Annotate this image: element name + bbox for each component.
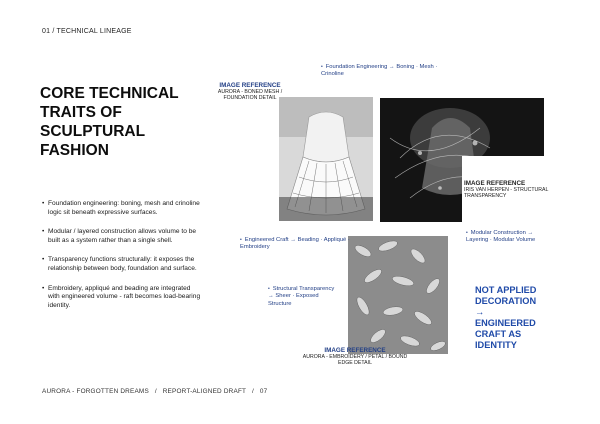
image-reference-heading: IMAGE REFERENCE xyxy=(464,180,526,187)
annotation-craft xyxy=(240,237,352,252)
image-reference-subtitle: AURORA - EMBROIDERY / PETAL / BOUND EDGE DETAIL xyxy=(302,354,408,367)
annotation-text: Engineered Craft → Beading · Appliqué · Embroidery xyxy=(240,237,350,251)
statement-line-1: NOT APPLIED DECORATION xyxy=(475,285,537,306)
boned-mesh-photo xyxy=(279,97,373,221)
image-reference-subtitle: AURORA - BONED MESH / FOUNDATION DETAIL xyxy=(217,89,283,102)
page-footer: AURORA - FORGOTTEN DREAMS / REPORT-ALIGNED DRAFT / 07 xyxy=(42,388,268,395)
bullet-dot-icon: • xyxy=(466,230,468,236)
list-item: • Foundation engineering: boning, mesh and crinoline logic sit beneath expressive surfaces. xyxy=(42,200,202,217)
list-item: • Transparency functions structurally: it exposes the relationship between body, foundation and surface. xyxy=(42,256,202,273)
annotation-text: Foundation Engineering → Boning · Mesh · Crinoline xyxy=(321,64,438,78)
arrow-right-icon: → xyxy=(475,307,485,317)
annotation-transparency xyxy=(268,286,340,308)
statement-line-2: ENGINEERED CRAFT AS IDENTITY xyxy=(475,318,536,350)
embroidery-detail-photo xyxy=(348,236,448,354)
page-title: CORE TECHNICAL TRAITS OF SCULPTURAL FASHION xyxy=(40,85,179,159)
annotation-modular xyxy=(466,230,546,245)
trait-list xyxy=(42,200,202,321)
bullet-dot-icon: • xyxy=(321,64,323,70)
image-reference-caption-1 xyxy=(210,82,290,102)
image-reference-heading: IMAGE REFERENCE xyxy=(219,82,281,89)
structural-transparency-photo xyxy=(380,98,544,222)
annotation-foundation xyxy=(321,64,451,79)
image-reference-caption-3 xyxy=(300,347,410,367)
annotation-text: Modular Construction → Layering · Modular Volume xyxy=(466,230,536,244)
list-item: • Embroidery, appliqué and beading are integrated with engineered volume - raft becomes load-bearing identity. xyxy=(42,285,202,311)
bullet-dot-icon: • xyxy=(268,286,270,292)
image-reference-caption-2 xyxy=(464,180,554,200)
section-label: 01 / TECHNICAL LINEAGE xyxy=(42,28,132,35)
image-reference-subtitle: IRIS VAN HERPEN - STRUCTURAL TRANSPARENCY xyxy=(464,187,549,200)
list-item: • Modular / layered construction allows volume to be built as a system rather than a single shell. xyxy=(42,228,202,245)
image-reference-heading: IMAGE REFERENCE xyxy=(324,347,386,354)
annotation-text: Structural Transparency → Sheer · Exposed Structure xyxy=(268,286,335,307)
statement-block xyxy=(475,285,565,351)
bullet-dot-icon: • xyxy=(240,237,242,243)
